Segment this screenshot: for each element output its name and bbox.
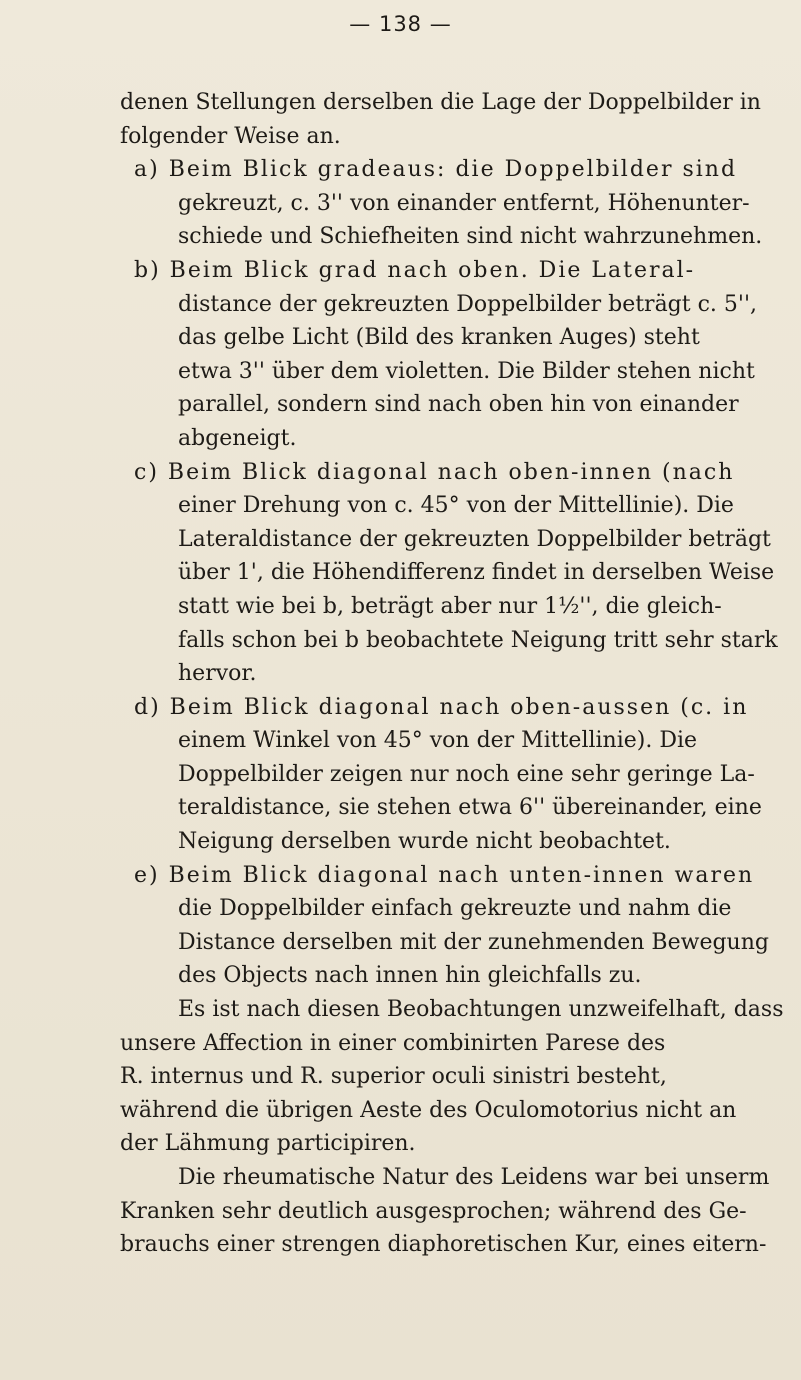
text-line: Lateraldistance der gekreuzten Doppelbilder beträgt xyxy=(178,526,771,552)
text-line: denen Stellungen derselben die Lage der Doppelbilder in xyxy=(120,90,761,115)
text-line: a) Beim Blick gradeaus: die Doppelbilder sind xyxy=(134,157,738,183)
text-line: Die rheumatische Natur des Leidens war bei unserm xyxy=(178,1165,770,1190)
text-line: etwa 3'' über dem violetten. Die Bilder stehen nicht xyxy=(178,358,755,384)
text-line: statt wie bei b, beträgt aber nur 1½'', die gleich- xyxy=(178,593,722,619)
text-line: d) Beim Blick diagonal nach oben-aussen (c. in xyxy=(134,694,749,720)
page-number: — 138 — xyxy=(349,12,452,36)
body-text xyxy=(120,86,784,1262)
text-line: hervor. xyxy=(178,661,257,687)
text-line: Kranken sehr deutlich ausgesprochen; während des Ge- xyxy=(120,1198,747,1224)
text-line: parallel, sondern sind nach oben hin von einander xyxy=(178,392,739,418)
text-line: einem Winkel von 45° von der Mittellinie). Die xyxy=(178,728,698,754)
text-line: R. internus und R. superior oculi sinistri besteht, xyxy=(120,1064,667,1090)
text-line: teraldistance, sie stehen etwa 6'' übereinander, eine xyxy=(178,795,762,821)
text-line: Neigung derselben wurde nicht beobachtet. xyxy=(178,829,671,855)
text-line: des Objects nach innen hin gleichfalls zu. xyxy=(178,963,642,989)
text-line: unsere Affection in einer combinirten Parese des xyxy=(120,1030,666,1056)
text-line: die Doppelbilder einfach gekreuzte und nahm die xyxy=(178,896,732,922)
text-line: b) Beim Blick grad nach oben. Die Lateral- xyxy=(134,257,696,283)
text-line: schiede und Schiefheiten sind nicht wahrzunehmen. xyxy=(178,224,763,250)
text-line: Doppelbilder zeigen nur noch eine sehr geringe La- xyxy=(178,761,755,787)
text-line: das gelbe Licht (Bild des kranken Auges) steht xyxy=(178,325,700,351)
text-line: einer Drehung von c. 45° von der Mittellinie). Die xyxy=(178,493,734,519)
text-line: falls schon bei b beobachtete Neigung tritt sehr stark xyxy=(178,627,778,653)
text-line: c) Beim Blick diagonal nach oben-innen (nach xyxy=(134,459,735,485)
text-line: Es ist nach diesen Beobachtungen unzweifelhaft, dass xyxy=(178,997,784,1023)
text-line: gekreuzt, c. 3'' von einander entfernt, Höhenunter- xyxy=(178,190,750,216)
text-line: e) Beim Blick diagonal nach unten-innen waren xyxy=(134,862,755,888)
text-line: brauchs einer strengen diaphoretischen Kur, eines eitern- xyxy=(120,1232,767,1258)
text-line: über 1', die Höhendifferenz findet in derselben Weise xyxy=(178,560,775,586)
text-line: während die übrigen Aeste des Oculomotorius nicht an xyxy=(120,1097,737,1123)
text-line: folgender Weise an. xyxy=(120,123,341,149)
text-line: abgeneigt. xyxy=(178,425,297,451)
text-line: distance der gekreuzten Doppelbilder beträgt c. 5'', xyxy=(178,291,757,317)
text-line: Distance derselben mit der zunehmenden Bewegung xyxy=(178,929,769,955)
text-line: der Lähmung participiren. xyxy=(120,1131,416,1157)
